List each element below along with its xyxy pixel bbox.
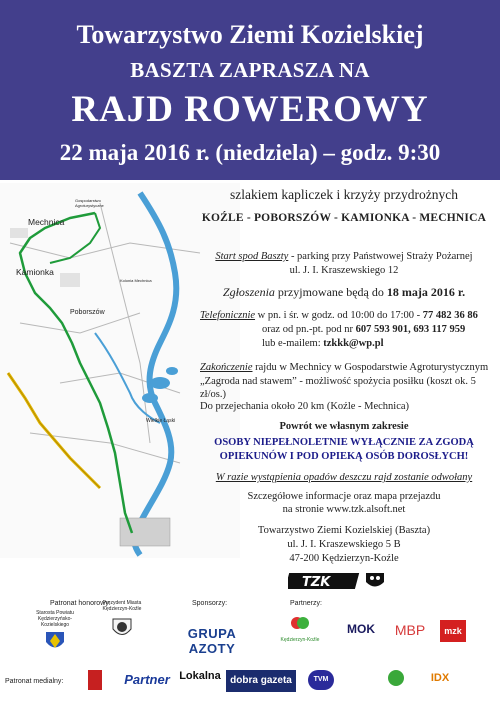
phone-label: Telefonicznie xyxy=(200,310,256,321)
phone-text-1: w pn. i śr. w godz. od 10:00 do 17:00 - xyxy=(255,310,423,321)
partner-4-text: mzk xyxy=(444,626,462,636)
route-stops: KOŹLE - POBORSZÓW - KAMIONKA - MECHNICA xyxy=(201,212,487,224)
city-crest-icon xyxy=(110,616,134,640)
registration-text: przyjmowane będą do xyxy=(274,285,387,299)
media-logo-7 xyxy=(88,670,102,690)
tzk-logo-graphic xyxy=(288,570,388,592)
sponsor-logo-grupa-azoty xyxy=(172,626,252,656)
media-logo-partner xyxy=(118,672,176,687)
sponsors-label: Sponsorzy: xyxy=(192,600,228,607)
event-date: 22 maja 2016 r. (niedziela) – godz. 9:30 xyxy=(59,140,441,165)
media-label: Patronat medialny: xyxy=(5,678,64,685)
partner-logo-kk xyxy=(268,614,332,643)
registration-info xyxy=(193,285,495,300)
details-line-2[interactable]: na stronie www.tzk.alsoft.net xyxy=(282,504,406,515)
map-label-kamionka: Kamionka xyxy=(16,267,54,277)
start-label: Start spod Baszty xyxy=(215,251,289,262)
finish-label: Zakończenie xyxy=(200,362,253,373)
media-3-text: dobra gazeta xyxy=(230,675,292,686)
media-row xyxy=(0,664,500,704)
map-label-farm: Gospodarstwo Agroturystyczne xyxy=(75,198,104,208)
finish-text: rajdu w Mechnicy w Gospodarstwie Agroturystycznym xyxy=(252,362,489,373)
honorary-label: Patronat honorowy: xyxy=(50,600,111,607)
start-text: - parking przy Państwowej Straży Pożarnej xyxy=(288,251,473,262)
email-address[interactable]: tzkkk@wp.pl xyxy=(323,338,384,349)
route-intro: szlakiem kapliczek i krzyży przydrożnych xyxy=(230,187,458,202)
organization-title: Towarzystwo Ziemi Kozielskiej xyxy=(76,20,424,49)
tzk-logo xyxy=(288,570,388,592)
county-crest-icon xyxy=(43,629,67,653)
finish-line-1 xyxy=(200,361,500,374)
phone-number-1[interactable]: 77 482 36 86 xyxy=(422,310,478,321)
honorary-2-text: Prezydent Miasta Kędzierzyn-Koźle xyxy=(102,600,142,612)
sponsor-1-text: GRUPA AZOTY xyxy=(187,626,237,656)
email-text: lub e-mailem: xyxy=(262,338,324,349)
partner-logo-mzk xyxy=(440,620,466,642)
media-logo-dobra-gazeta xyxy=(226,670,296,692)
map-label-poborszow: Poborszów xyxy=(70,309,105,316)
honorary-1-text: Starosta Powiatu Kędzierzyńsko-Kozielskiego xyxy=(36,610,74,628)
patrons-row xyxy=(0,598,500,660)
tzk-logo-text: TZK xyxy=(302,575,331,590)
registration-label: Zgłoszenia xyxy=(222,285,275,299)
start-address: ul. J. I. Kraszewskiego 12 xyxy=(289,265,399,276)
phone-number-2[interactable]: 607 593 901, 693 117 959 xyxy=(355,324,466,335)
partner-2-text: MOK xyxy=(347,622,375,636)
media-logo-lokalna xyxy=(178,670,222,682)
email-line xyxy=(262,337,500,350)
map-label-wielkie-laski: Wielkie Łąski xyxy=(146,418,176,424)
honorary-logo-2 xyxy=(92,601,152,645)
details-line-1: Szczegółowe informacje oraz mapa przejazdu xyxy=(247,491,441,502)
media-logo-radio xyxy=(388,670,404,686)
finish-line-2: „Zagroda nad stawem” - możliwość spożycia posiłku (koszt ok. 5 zł/os.) xyxy=(200,376,476,401)
media-4-text: TVM xyxy=(313,676,329,683)
media-2-text: Lokalna xyxy=(179,670,221,682)
media-1-text: Partner xyxy=(124,672,170,687)
org-address-3: 47-200 Kędzierzyn-Koźle xyxy=(289,553,399,564)
header-band xyxy=(0,0,500,180)
media-5-text: IDX xyxy=(430,672,450,684)
phone-text-2: oraz od pn.-pt. pod nr xyxy=(262,324,356,335)
minors-line-2: OPIEKUNÓW I POD OPIEKĄ OSÓB DOROSŁYCH! xyxy=(219,451,469,462)
minors-line-1: OSOBY NIEPEŁNOLETNIE WYŁĄCZNIE ZA ZGODĄ xyxy=(214,437,474,448)
partner-kk-icon xyxy=(289,614,311,632)
org-address-2: ul. J. I. Kraszewskiego 5 B xyxy=(287,539,401,550)
distance-info: Do przejechania około 20 km (Koźle - Mechnica) xyxy=(200,401,410,412)
return-info: Powrót we własnym zakresie xyxy=(279,421,409,432)
partner-logo-mok xyxy=(340,622,382,636)
partner-logo-mbp xyxy=(390,622,430,638)
partners-label: Partnerzy: xyxy=(290,600,322,607)
event-title: RAJD ROWEROWY xyxy=(71,89,429,130)
registration-deadline: 18 maja 2016 r. xyxy=(386,285,466,299)
media-logo-idx xyxy=(420,672,460,684)
map-label-mechnica: Mechnica xyxy=(28,217,65,227)
phone-line-1 xyxy=(200,309,500,322)
media-logo-tvm xyxy=(308,670,334,690)
rain-notice: W razie wystąpienia opadów deszczu rajd zostanie odwołany xyxy=(215,472,473,483)
partner-3-text: MBP xyxy=(394,622,426,638)
org-address-1: Towarzystwo Ziemi Kozielskiej (Baszta) xyxy=(257,525,431,536)
start-info xyxy=(193,250,495,263)
honorary-logo-1 xyxy=(25,611,85,658)
phone-line-2 xyxy=(262,323,500,336)
map-label-kolonia: Kolonia Mechnica xyxy=(120,278,152,283)
partner-1-text: Kędzierzyn-Koźle xyxy=(280,637,320,643)
invitation-line: BASZTA ZAPRASZA NA xyxy=(130,58,370,82)
